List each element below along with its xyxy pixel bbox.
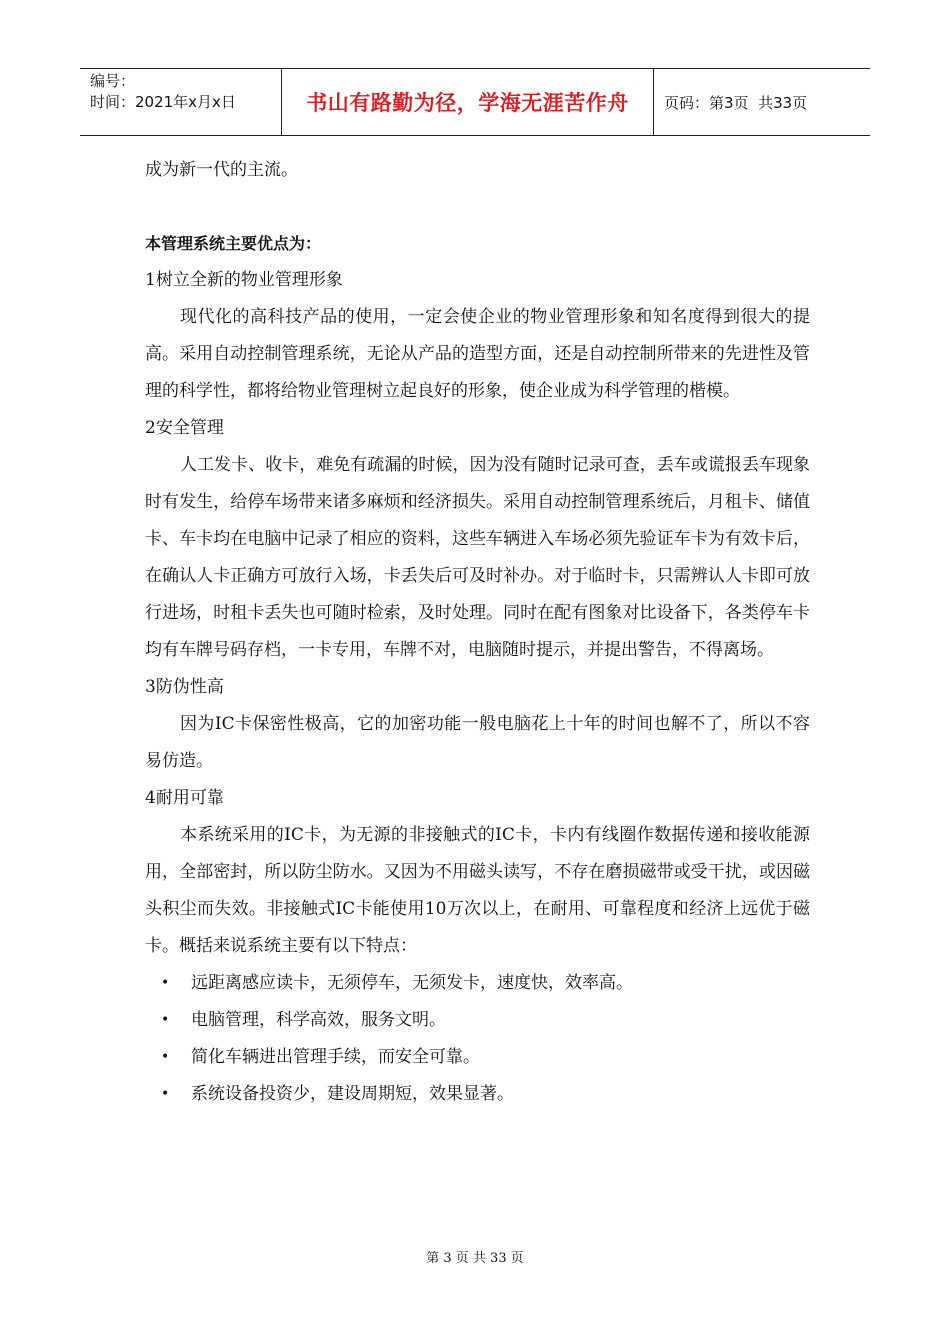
section-body-1: 现代化的高科技产品的使用，一定会使企业的物业管理形象和知名度得到很大的提高。采用自动控制管理系统，无论从产品的造型方面，还是自动控制所带来的先进性及管理的科学性，都将给物业管理树立起良好的形象，使企业成为科学管理的楷模。 <box>145 307 810 401</box>
page-footer: 第 3 页 共 33 页 <box>426 1251 524 1266</box>
section-body-4: 本系统采用的IC卡，为无源的非接触式的IC卡，卡内有线圈作数据传递和接收能源用，全部密封，所以防尘防水。又因为不用磁头读写，不存在磨损磁带或受干扰，或因磁头积尘而失效。非接触式IC卡能使用10万次以上，在耐用、可靠程度和经济上远优于磁卡。概括来说系统主要有以下特点： <box>145 825 810 956</box>
paragraph-gap <box>145 189 810 225</box>
list-item-text: 电脑管理，科学高效，服务文明。 <box>191 1010 446 1030</box>
section-title-1: 1树立全新的物业管理形象 <box>145 270 343 290</box>
section-title-3: 3防伪性高 <box>145 677 224 697</box>
section-title-4: 4耐用可靠 <box>145 788 224 808</box>
header-meta-cell <box>80 69 282 135</box>
list-item <box>145 1076 810 1113</box>
bullet-icon: • <box>161 1012 170 1028</box>
bullet-icon: • <box>161 975 170 991</box>
bullet-icon: • <box>161 1049 170 1065</box>
list-item <box>145 1002 810 1039</box>
page-header <box>80 68 870 136</box>
list-item <box>145 965 810 1002</box>
feature-list <box>145 965 810 1113</box>
header-page-info-cell <box>654 69 870 135</box>
bullet-icon: • <box>161 1086 170 1102</box>
document-body <box>145 152 810 1113</box>
section-body-2: 人工发卡、收卡，难免有疏漏的时候，因为没有随时记录可查，丢车或谎报丢车现象时有发生，给停车场带来诸多麻烦和经济损失。采用自动控制管理系统后，月租卡、储值卡、车卡均在电脑中记录了相应的资料，这些车辆进入车场必须先验证车卡为有效卡后，在确认人卡正确方可放行入场，卡丢失后可及时补办。对于临时卡，只需辨认人卡即可放行进场，时租卡丢失也可随时检索，及时处理。同时在配有图象对比设备下，各类停车卡均有车牌号码存档，一卡专用，车牌不对，电脑随时提示，并提出警告，不得离场。 <box>145 455 810 660</box>
list-item-text: 简化车辆进出管理手续，而安全可靠。 <box>191 1047 480 1067</box>
header-page-info: 页码：第3页 共33页 <box>664 93 808 112</box>
document-number-label: 编号： <box>90 72 136 90</box>
list-item <box>145 1039 810 1076</box>
section-title-2: 2安全管理 <box>145 418 224 438</box>
document-date-label: 时间：2021年x月x日 <box>90 93 236 111</box>
list-item-text: 系统设备投资少，建设周期短，效果显著。 <box>191 1084 514 1104</box>
advantages-heading: 本管理系统主要优点为： <box>145 234 322 253</box>
header-motto: 书山有路勤为径，学海无涯苦作舟 <box>282 69 654 135</box>
list-item-text: 远距离感应读卡，无须停车，无须发卡，速度快，效率高。 <box>191 973 633 993</box>
intro-line: 成为新一代的主流。 <box>145 160 298 180</box>
section-body-3: 因为IC卡保密性极高，它的加密功能一般电脑花上十年的时间也解不了，所以不容易仿造。 <box>145 714 810 771</box>
